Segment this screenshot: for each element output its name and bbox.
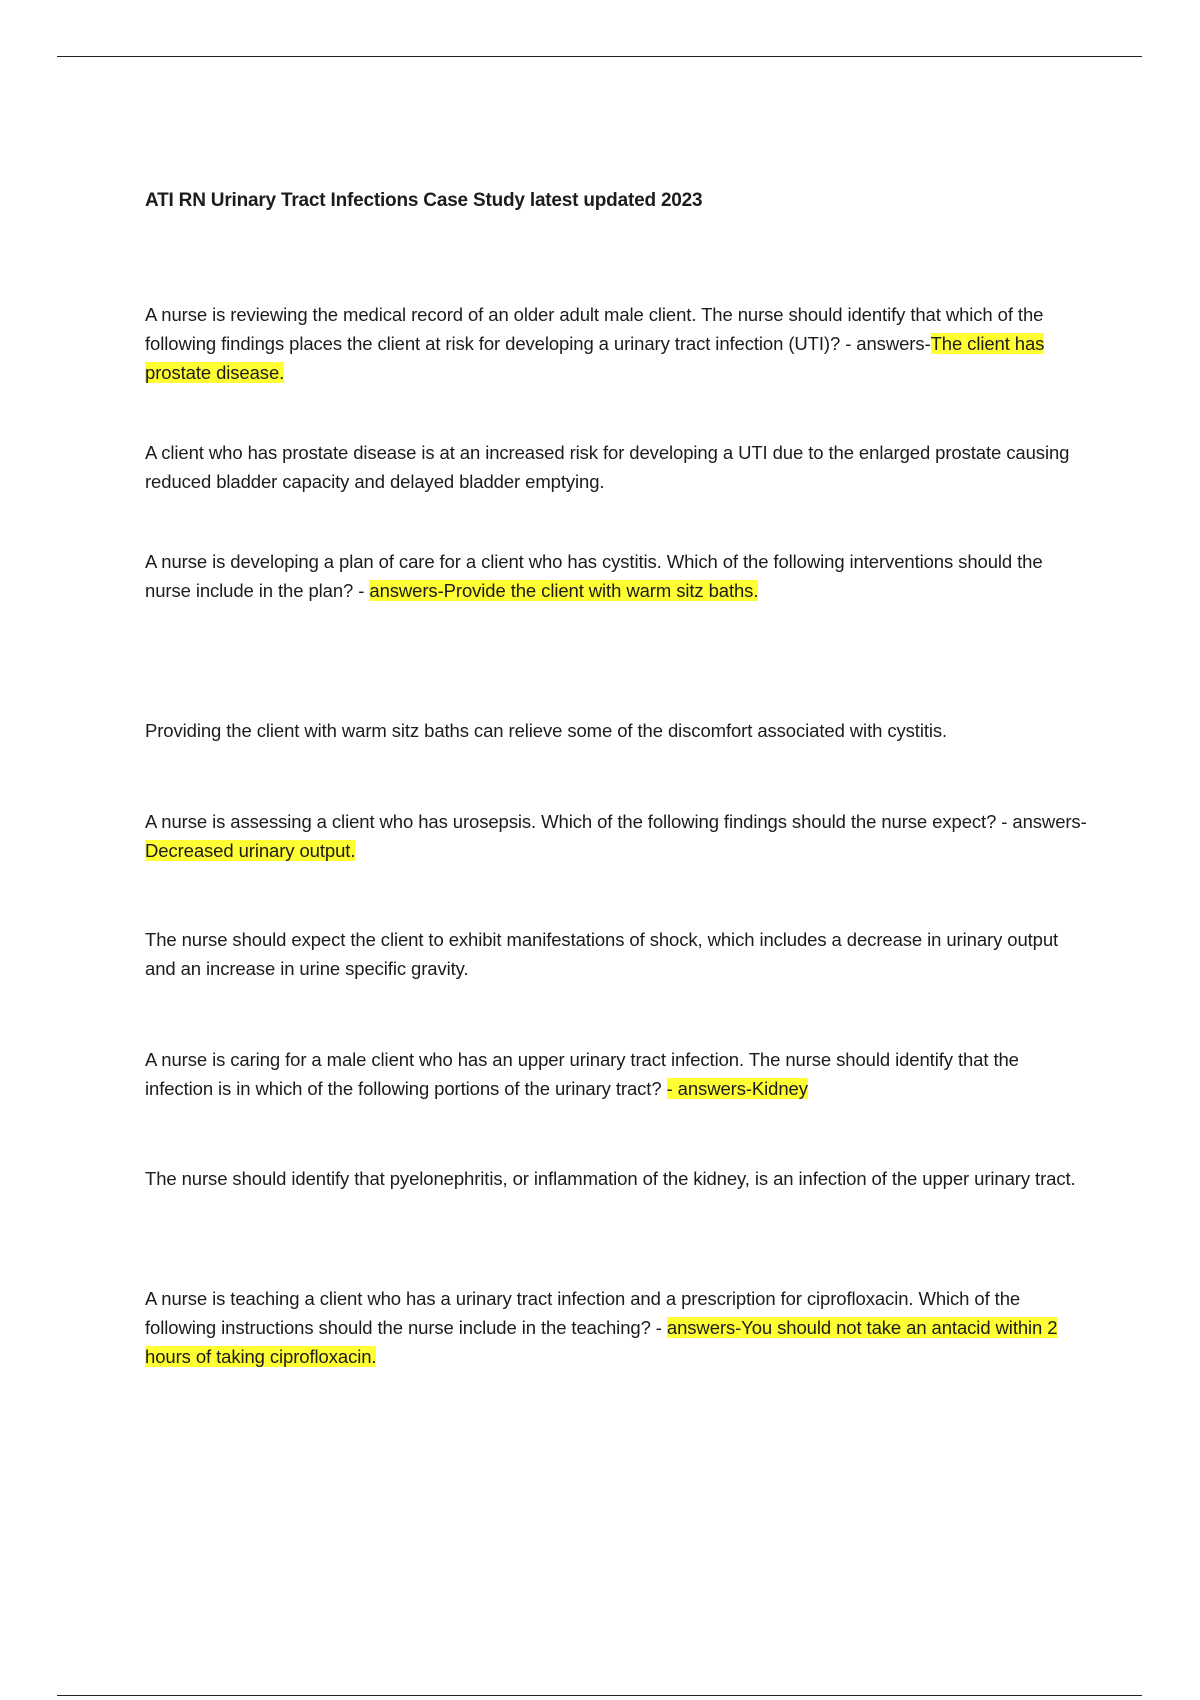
answer-5-highlight: answers-You should not take an antacid within 2 hours of taking ciprofloxacin. <box>145 1317 1058 1367</box>
footer-rule <box>57 1695 1142 1696</box>
answer-4-highlight: - answers-Kidney <box>666 1078 808 1099</box>
header-rule <box>57 56 1142 57</box>
question-5 <box>145 1284 1090 1371</box>
question-2 <box>145 547 1090 605</box>
question-1 <box>145 300 1090 387</box>
answer-3-highlight: Decreased urinary output. <box>145 840 356 861</box>
rationale-4: The nurse should identify that pyelonephritis, or inflammation of the kidney, is an infection of the upper urinary tract. <box>145 1168 1076 1189</box>
question-4 <box>145 1045 1090 1103</box>
rationale-3: The nurse should expect the client to exhibit manifestations of shock, which includes a decrease in urinary output and an increase in urine specific gravity. <box>145 929 1059 979</box>
question-1-text: A nurse is reviewing the medical record of an older adult male client. The nurse should identify that which of the following findings places the client at risk for developing a urinary tract infection (UTI)? - answers- <box>145 304 1044 354</box>
question-5-text: A nurse is teaching a client who has a urinary tract infection and a prescription for ciprofloxacin. Which of the following instructions should the nurse include in the teaching? - <box>145 1288 1021 1338</box>
rationale-1: A client who has prostate disease is at an increased risk for developing a UTI due to the enlarged prostate causing reduced bladder capacity and delayed bladder emptying. <box>145 442 1070 492</box>
question-2-text: A nurse is developing a plan of care for a client who has cystitis. Which of the following interventions should the nurse include in the plan? - <box>145 551 1043 601</box>
question-4-text: A nurse is caring for a male client who has an upper urinary tract infection. The nurse should identify that the infection is in which of the following portions of the urinary tract? <box>145 1049 1019 1099</box>
document-title: ATI RN Urinary Tract Infections Case Study latest updated 2023 <box>145 190 703 211</box>
answer-1-highlight: The client has prostate disease. <box>145 333 1045 383</box>
rationale-2: Providing the client with warm sitz baths can relieve some of the discomfort associated with cystitis. <box>145 720 948 741</box>
question-3 <box>145 807 1090 865</box>
answer-2-highlight: answers-Provide the client with warm sitz baths. <box>369 580 759 601</box>
question-3-text: A nurse is assessing a client who has urosepsis. Which of the following findings should the nurse expect? - answers- <box>145 811 1087 832</box>
